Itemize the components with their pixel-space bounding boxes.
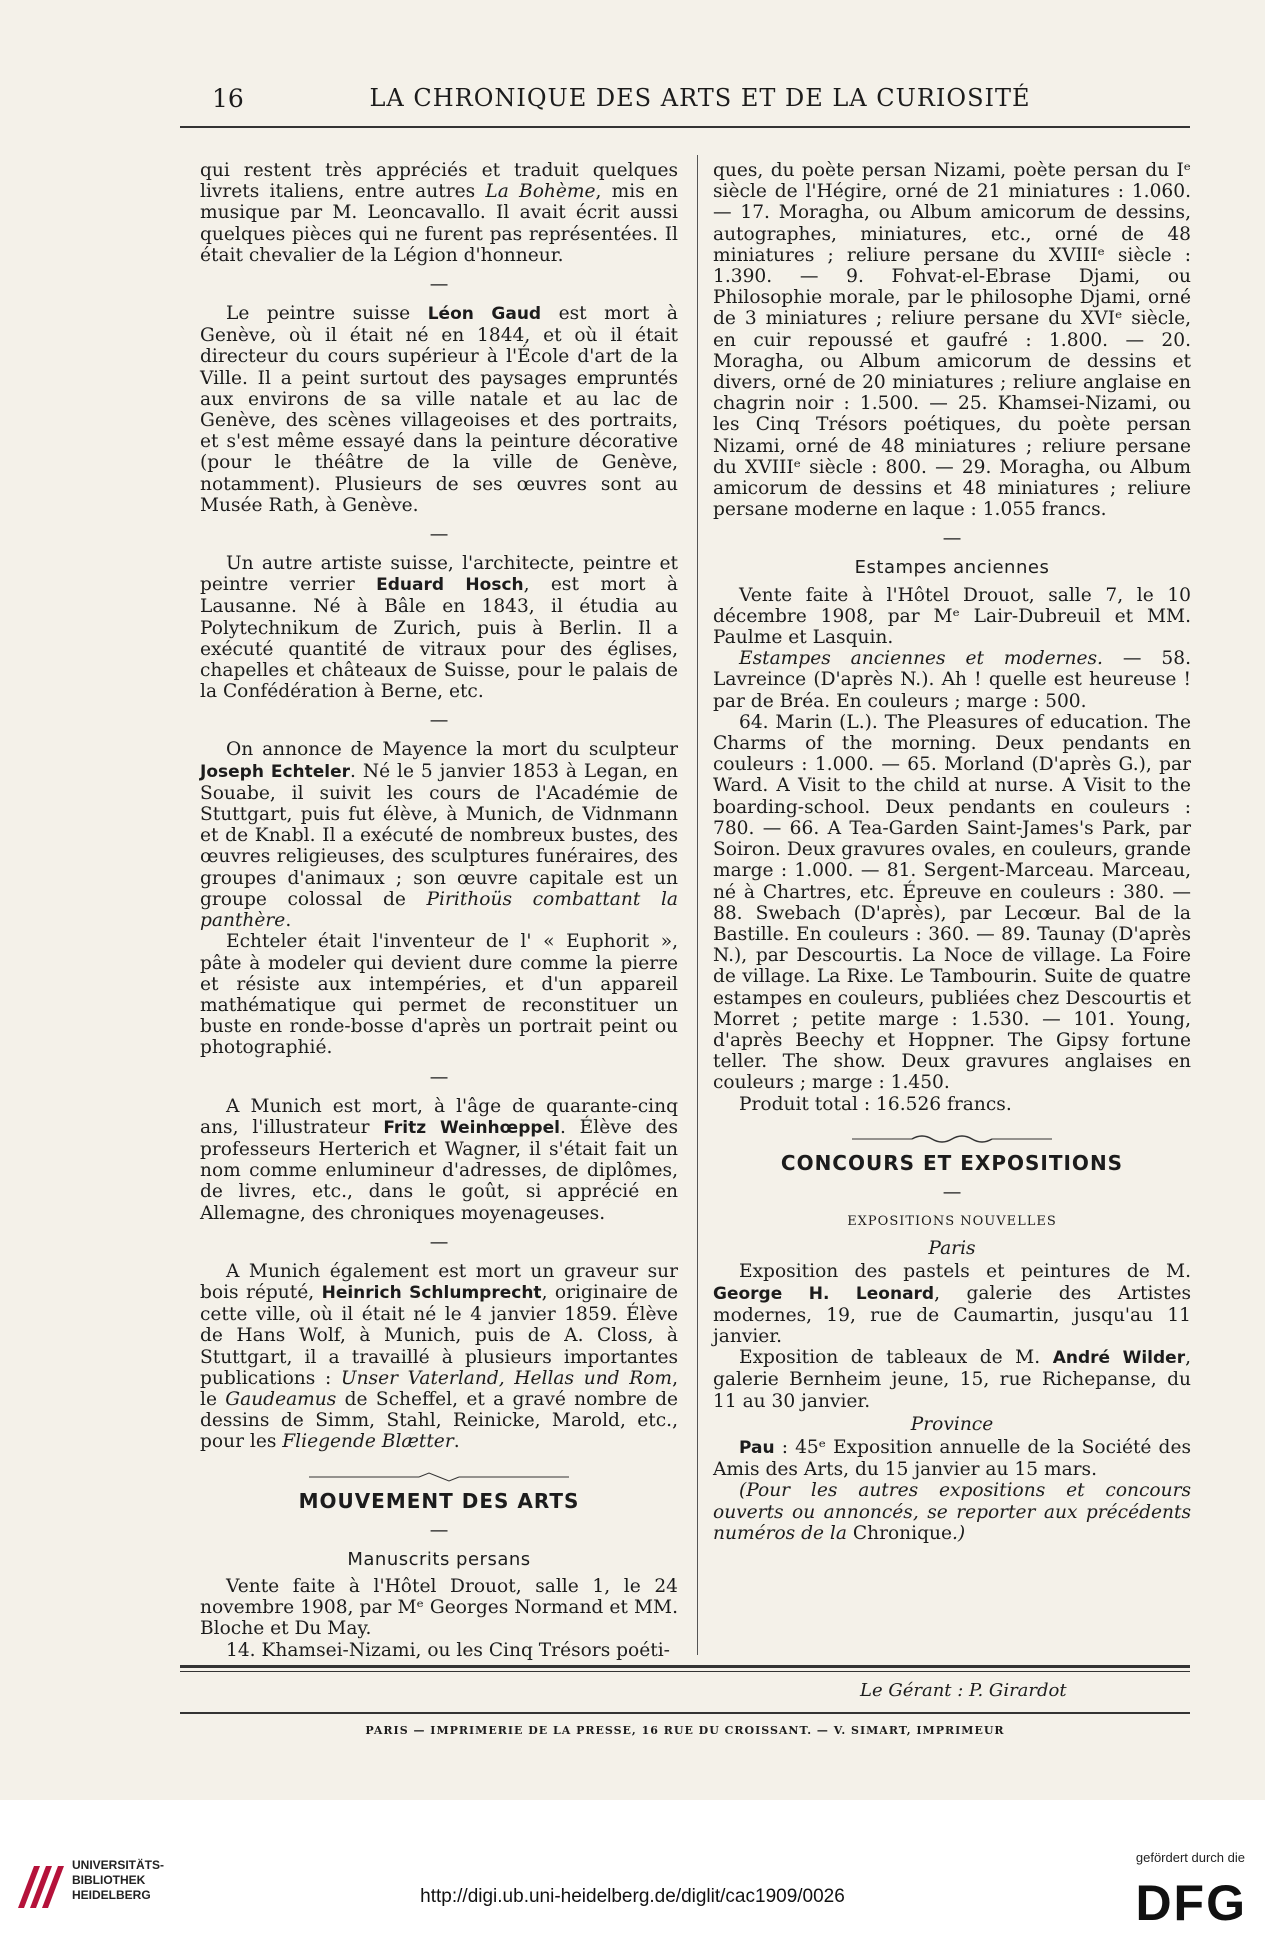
sale-item: 14. Khamsei-Nizami, ou les Cinq Trésors poéti- bbox=[226, 1639, 670, 1661]
article-paragraph: qui restent très appréciés et traduit quelques livrets italiens, entre autres La Bohème, mis en musique par M. Leoncavallo. Il avait écrit aussi quelques pièces qui ne furent pas représentées. Il était chevalier de la Légion d'honneur. bbox=[200, 160, 678, 266]
sale-intro: Vente faite à l'Hôtel Drouot, salle 1, le 24 novembre 1908, par Mᵉ Georges Normand et MM. Bloche et Du May. bbox=[200, 1575, 678, 1640]
printer-imprint: PARIS — IMPRIMERIE DE LA PRESSE, 16 RUE DU CROISSANT. — V. SIMART, IMPRIMEUR bbox=[365, 1724, 1005, 1737]
sale-items: 64. Marin (L.). The Pleasures of education. The Charms of the morning. Deux pendants en couleurs : 1.000. — 65. Morland (D'après G.), par Ward. A Visit to the child at nurse. A Visit to the boarding-school. Deux pendants en couleurs : 780. — 66. A Tea-Garden Saint-James's Park, par Soiron. Deux gravures ovales, en couleurs, grande marge : 1.000. — 81. Sergent-Marceau. Marceau, né à Chartres, etc. Épreuve en couleurs : 380. — 88. Swebach (D'après), par Lecœur. Bal de la Bastille. En couleurs : 360. — 89. Taunay (D'après N.), par Descourtis. La Noce de village. La Foire de village. La Rixe. Le Tambourin. Suite de quatre estampes en couleurs, publiées chez Descourtis et Morret ; petite marge : 1.530. — 101. Young, d'après Beechy et Hoppner. The Gipsy fortune teller. The show. Deux gravures anglaises en couleurs ; marge : 1.450. bbox=[713, 711, 1191, 1094]
sale-total: Produit total : 16.526 francs. bbox=[739, 1093, 1012, 1115]
city-heading-province: Province bbox=[910, 1413, 994, 1435]
obituary-gaud: Le peintre suisse Léon Gaud est mort à Genève, où il était né en 1844, et où il était directeur du cours supérieur à l'École d'art de la Ville. Il a peint surtout des paysages empruntés aux environs de sa ville natale et au lac de Genève, des scènes villageoises et des portraits, et s'est même essayé dans la peinture décorative (pour le théâtre de la ville de Genève, notamment). Plusieurs de ses œuvres sont au Musée Rath, à Genève. bbox=[200, 303, 678, 516]
right-column bbox=[713, 160, 1191, 1544]
journal-title: LA CHRONIQUE DES ARTS ET DE LA CURIOSITÉ bbox=[369, 84, 1031, 112]
separator: — bbox=[429, 274, 449, 296]
page-header bbox=[200, 84, 1200, 118]
left-column bbox=[200, 160, 678, 1661]
header-rule bbox=[180, 126, 1190, 128]
subsection-title-estampes: Estampes anciennes bbox=[854, 557, 1050, 579]
library-name: UNIVERSITÄTS- BIBLIOTHEK HEIDELBERG bbox=[72, 1858, 165, 1902]
imprint-rule bbox=[180, 1712, 1190, 1714]
obituary-weinhoeppel: A Munich est mort, à l'âge de quarante-cinq ans, l'illustrateur Fritz Weinhœppel. Élève des professeurs Herterich et Wagner, il s'était fait un nom comme enlumineur d'adresses, de diplômes, de livres, etc., dans le goût, si apprécié en Allemagne, des chroniques moyenageuses. bbox=[200, 1095, 678, 1224]
page-number: 16 bbox=[212, 84, 244, 113]
exhibition-wilder: Exposition de tableaux de M. André Wilder, galerie Bernheim jeune, 15, rue Richepanse, du 11 au 30 janvier. bbox=[713, 1347, 1191, 1412]
sale-items: Estampes anciennes et modernes. — 58. Lavreince (D'après N.). Ah ! quelle est heureuse ! par de Bréa. En couleurs ; marge : 500. bbox=[713, 648, 1191, 712]
editorial-note: (Pour les autres expositions et concours ouverts ou annoncés, se reporter aux précédents numéros de la Chronique.) bbox=[713, 1480, 1191, 1544]
sale-intro: Vente faite à l'Hôtel Drouot, salle 7, le 10 décembre 1908, par Mᵉ Lair-Dubreuil et MM. Paulme et Lasquin. bbox=[713, 584, 1191, 649]
bottom-rule bbox=[180, 1671, 1190, 1672]
column-divider bbox=[697, 155, 698, 1655]
subsection-title-expositions: EXPOSITIONS NOUVELLES bbox=[847, 1213, 1057, 1229]
article-paragraph: Echteler était l'inventeur de l' « Euphorit », pâte à modeler qui devient dure comme la pierre et résiste aux intempéries, et d'un appareil mathématique qui permet de reconstituer un buste en ronde-bosse d'après un portrait peint ou photographié. bbox=[200, 931, 678, 1059]
separator: — bbox=[429, 1231, 449, 1253]
separator: — bbox=[942, 528, 962, 550]
ornament-divider bbox=[713, 1129, 1191, 1141]
exhibition-pau: Pau : 45ᵉ Exposition annuelle de la Société des Amis des Arts, du 15 janvier au 15 mars. bbox=[713, 1436, 1191, 1481]
ornament-divider bbox=[200, 1467, 678, 1479]
funding-note: gefördert durch die bbox=[1135, 1850, 1245, 1865]
separator: — bbox=[429, 524, 449, 546]
bottom-rule bbox=[180, 1665, 1190, 1668]
sale-items-continued: ques, du poète persan Nizami, poète persan du Iᵉ siècle de l'Hégire, orné de 21 miniatures : 1.060. — 17. Moragha, ou Album amicorum de dessins, autographes, miniatures, etc., orné de 48 miniatures ; reliure persane du XVIIIᵉ siècle : 1.390. — 9. Fohvat-el-Ebrase Djami, ou Philosophie morale, par le philosophe Djami, orné de 3 miniatures ; reliure persane du XVIᵉ siècle, en cuir repoussé et gaufré : 1.800. — 20. Moragha, ou Album amicorum de dessins et divers, orné de 20 miniatures ; reliure anglaise en chagrin noir : 1.500. — 25. Khamsei-Nizami, ou les Cinq Trésors poétiques, du poète persan Nizami, orné de 48 miniatures ; reliure persane du XVIIIᵉ siècle : 800. — 29. Moragha, ou Album amicorum de dessins et 48 miniatures ; reliure persane moderne en laque : 1.055 francs. bbox=[713, 160, 1191, 521]
separator: — bbox=[429, 1066, 449, 1088]
separator: — bbox=[429, 1519, 449, 1541]
section-title-concours: CONCOURS ET EXPOSITIONS bbox=[780, 1150, 1124, 1175]
obituary-hosch: Un autre artiste suisse, l'architecte, peintre et peintre verrier Eduard Hosch, est mort à Lausanne. Né à Bâle en 1843, il étudia au Polytechnikum de Zurich, puis à Berlin. Il a exécuté quantité de vitraux pour des églises, chapelles et châteaux de Suisse, pour le palais de la Confédération à Berne, etc. bbox=[200, 553, 678, 703]
dfg-logo: DFG bbox=[1135, 1875, 1247, 1931]
digitization-footer bbox=[0, 1800, 1265, 1938]
section-title-mouvement: MOUVEMENT DES ARTS bbox=[298, 1488, 580, 1513]
separator: — bbox=[429, 710, 449, 732]
exhibition-leonard: Exposition des pastels et peintures de M. George H. Leonard, galerie des Artistes modernes, 19, rue de Caumartin, jusqu'au 11 janvier. bbox=[713, 1261, 1191, 1347]
obituary-schlumprecht: A Munich également est mort un graveur sur bois réputé, Heinrich Schlumprecht, originaire de cette ville, où il était né le 4 janvier 1859. Élève de Hans Wolf, à Munich, puis de A. Closs, à Stuttgart, il a travaillé à plusieurs importantes publications : Unser Vaterland, Hellas und Rom, le Gaudeamus de Scheffel, et a gravé nombre de dessins de Simm, Stahl, Reinicke, Marold, etc., pour les Fliegende Blætter. bbox=[200, 1260, 679, 1453]
separator: — bbox=[942, 1181, 962, 1203]
obituary-echteler: On annonce de Mayence la mort du sculpteur Joseph Echteler. Né le 5 janvier 1853 à Legan, en Souabe, il suivit les cours de l'Académie de Stuttgart, puis fut élève, à Munich, de Vidnmann et de Knabl. Il a exécuté de nombreux bustes, des œuvres religieuses, des sculptures funéraires, des groupes d'animaux ; son œuvre capitale est un groupe colossal de Pirithoüs combattant la panthère. bbox=[200, 739, 678, 932]
subsection-title-manuscrits: Manuscrits persans bbox=[347, 1548, 531, 1570]
manager-signature-line: Le Gérant : P. Girardot bbox=[860, 1680, 1067, 1701]
digitization-url-link[interactable]: http://digi.ub.uni-heidelberg.de/diglit/cac1909/0026 bbox=[420, 1886, 845, 1907]
city-heading-paris: Paris bbox=[928, 1238, 976, 1260]
